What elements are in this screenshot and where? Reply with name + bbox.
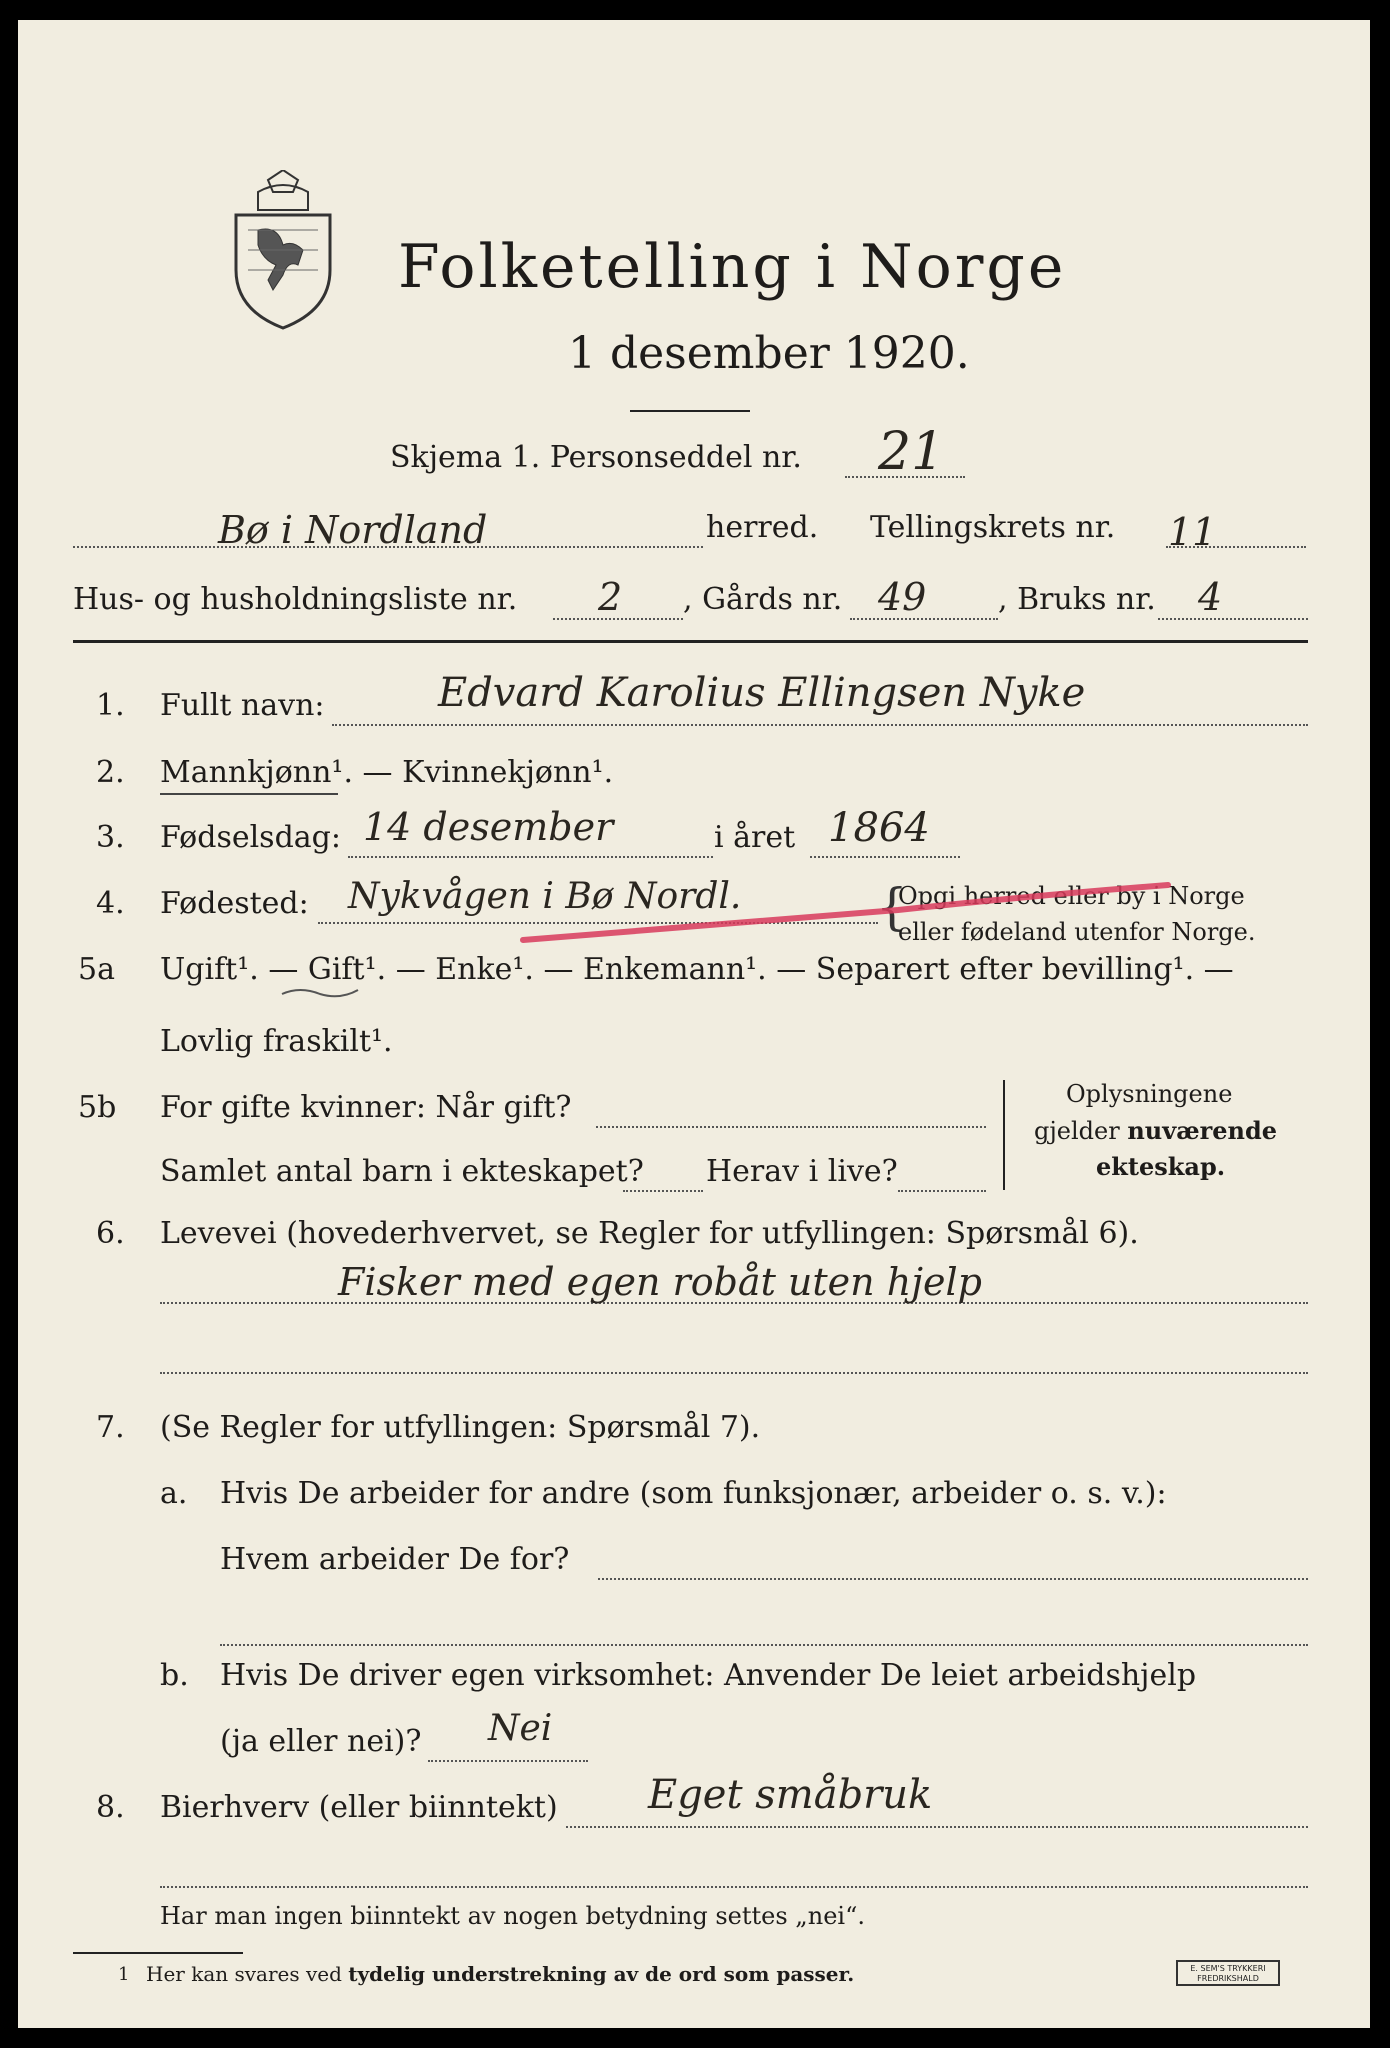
q7a-line-1: Hvis De arbeider for andre (som funksjonær, arbeider o. s. v.): bbox=[220, 1476, 1167, 1511]
printer-stamp: E. SEM'S TRYKKERI FREDRIKSHALD bbox=[1176, 1960, 1280, 1986]
q5a-number: 5a bbox=[78, 952, 115, 987]
q5b-note-2a: gjelder bbox=[1034, 1117, 1128, 1145]
q7b-line-1: Hvis De driver egen virksomhet: Anvender De leiet arbeidshjelp bbox=[220, 1658, 1197, 1693]
q7b-line-2: (ja eller nei)? bbox=[220, 1724, 422, 1759]
q5b-line-1: For gifte kvinner: Når gift? bbox=[160, 1090, 572, 1125]
q1-label: Fullt navn: bbox=[160, 688, 325, 723]
q5b-children-dotted-line bbox=[623, 1190, 703, 1192]
q5b-note-1: Oplysningene bbox=[1066, 1080, 1233, 1108]
birthday-value[interactable]: 14 desember bbox=[363, 805, 614, 849]
full-name-value[interactable]: Edvard Karolius Ellingsen Nyke bbox=[438, 670, 1086, 716]
q5b-note-2 bbox=[1034, 1116, 1277, 1145]
q7-label: (Se Regler for utfyllingen: Spørsmål 7). bbox=[160, 1410, 761, 1445]
footnote-mark: 1 bbox=[118, 1964, 130, 1985]
q7a-dotted-line-1 bbox=[598, 1578, 1308, 1580]
q6-label: Levevei (hovederhvervet, se Regler for utfyllingen: Spørsmål 6). bbox=[160, 1216, 1139, 1251]
tellingskrets-nr-value[interactable]: 11 bbox=[1168, 510, 1217, 554]
census-form-page bbox=[18, 20, 1370, 2028]
q8-number: 8. bbox=[96, 1790, 125, 1825]
herred-label: herred. bbox=[706, 510, 819, 545]
q3-label: Fødselsdag: bbox=[160, 820, 341, 855]
form-date: 1 desember 1920. bbox=[568, 328, 970, 379]
q5b-bracket bbox=[1003, 1080, 1005, 1190]
q4-note-2: eller fødeland utenfor Norge. bbox=[898, 918, 1256, 946]
footnote-text-a: Her kan svares ved bbox=[146, 1962, 349, 1986]
tellingskrets-label: Tellingskrets nr. bbox=[870, 510, 1116, 545]
q7a-dotted-line-2 bbox=[220, 1644, 1308, 1646]
hus-nr-value[interactable]: 2 bbox=[598, 575, 623, 619]
schema-label: Skjema 1. Personseddel nr. bbox=[390, 440, 802, 475]
q6-number: 6. bbox=[96, 1216, 125, 1251]
q7b-dotted-line bbox=[428, 1760, 588, 1762]
q5a-line-1: Ugift¹. — Gift¹. — Enke¹. — Enkemann¹. — Separert efter bevilling¹. — bbox=[160, 952, 1234, 987]
bruks-dotted-line bbox=[1158, 618, 1308, 620]
q7a-letter: a. bbox=[160, 1476, 188, 1511]
bruks-nr-value[interactable]: 4 bbox=[1198, 575, 1223, 619]
bruks-label: , Bruks nr. bbox=[998, 582, 1156, 617]
hus-label: Hus- og husholdningsliste nr. bbox=[73, 582, 518, 617]
q5b-note-2b: nuværende bbox=[1127, 1116, 1278, 1145]
header-divider bbox=[73, 640, 1308, 643]
q5b-when-dotted-line bbox=[596, 1126, 986, 1128]
q5b-note-3: ekteskap. bbox=[1096, 1152, 1226, 1181]
birthplace-value[interactable]: Nykvågen i Bø Nordl. bbox=[348, 876, 742, 917]
side-income-value[interactable]: Eget småbruk bbox=[648, 1772, 933, 1818]
q3-year-dotted-line bbox=[810, 856, 960, 858]
q7a-line-2: Hvem arbeider De for? bbox=[220, 1542, 570, 1577]
mannkjonn-underline bbox=[160, 793, 338, 795]
q5b-number: 5b bbox=[78, 1090, 117, 1125]
occupation-value[interactable]: Fisker med egen robåt uten hjelp bbox=[338, 1260, 982, 1304]
herred-value[interactable]: Bø i Nordland bbox=[218, 508, 488, 552]
q4-label: Fødested: bbox=[160, 886, 309, 921]
q3-dotted-line bbox=[348, 856, 713, 858]
q7-number: 7. bbox=[96, 1410, 125, 1445]
q2-label: Mannkjønn¹. — Kvinnekjønn¹. bbox=[160, 755, 614, 790]
form-title: Folketelling i Norge bbox=[398, 232, 1067, 302]
hired-help-value[interactable]: Nei bbox=[488, 1708, 553, 1749]
q3-year-label: i året bbox=[714, 820, 796, 855]
q5b-alive-dotted-line bbox=[898, 1190, 986, 1192]
red-strike-mark bbox=[518, 870, 1178, 950]
q5b-line-2b: Herav i live? bbox=[706, 1154, 898, 1189]
q8-dotted-line-1 bbox=[566, 1826, 1308, 1828]
q7b-letter: b. bbox=[160, 1658, 189, 1693]
q8-label: Bierhverv (eller biinntekt) bbox=[160, 1790, 558, 1825]
footnote-text bbox=[146, 1962, 854, 1986]
coat-of-arms-icon bbox=[228, 170, 338, 330]
q4-number: 4. bbox=[96, 886, 125, 921]
q1-dotted-line bbox=[332, 724, 1308, 726]
q8-dotted-line-2 bbox=[160, 1886, 1308, 1888]
gards-nr-value[interactable]: 49 bbox=[878, 575, 927, 619]
title-divider bbox=[630, 410, 750, 412]
q6-dotted-line-2 bbox=[160, 1372, 1308, 1374]
footnote-text-b: tydelig understrekning av de ord som passer. bbox=[348, 1962, 855, 1986]
no-income-note: Har man ingen biinntekt av nogen betydning settes „nei“. bbox=[160, 1902, 865, 1930]
gards-label: , Gårds nr. bbox=[683, 582, 843, 617]
footnote-rule bbox=[73, 1952, 243, 1954]
personseddel-nr-value[interactable]: 21 bbox=[878, 422, 945, 482]
q1-number: 1. bbox=[96, 688, 125, 723]
birth-year-value[interactable]: 1864 bbox=[828, 805, 930, 851]
q4-note-1: Opgi herred eller by i Norge bbox=[898, 882, 1245, 910]
q4-brace: { bbox=[876, 878, 908, 936]
q2-number: 2. bbox=[96, 755, 125, 790]
q5a-line-2: Lovlig fraskilt¹. bbox=[160, 1024, 393, 1059]
q3-number: 3. bbox=[96, 820, 125, 855]
gift-underline-mark bbox=[280, 982, 360, 1002]
q5b-line-2a: Samlet antal barn i ekteskapet? bbox=[160, 1154, 644, 1189]
